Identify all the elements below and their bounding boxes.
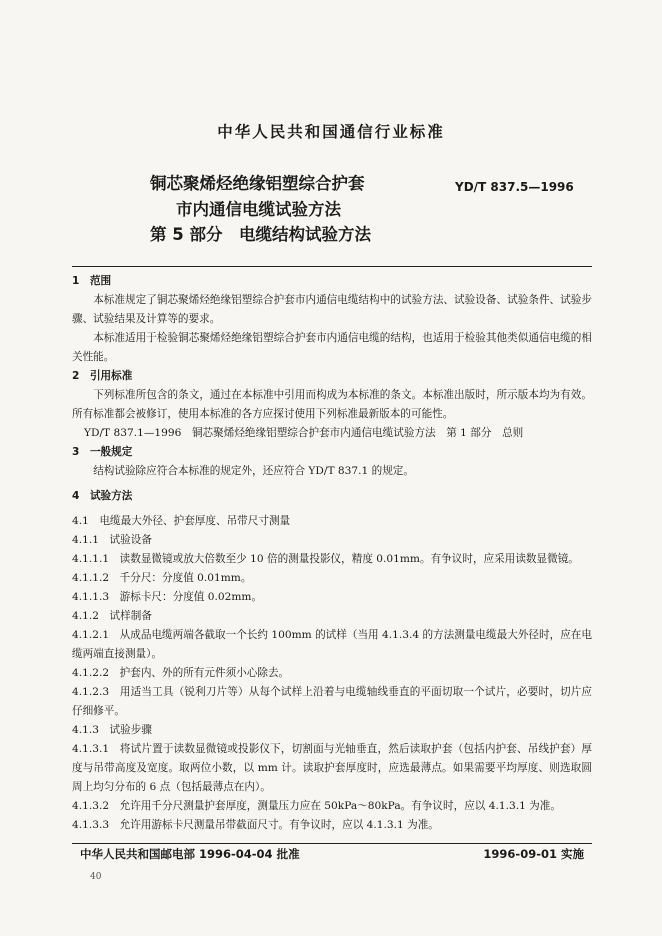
section-1-paragraph-2: 本标准适用于检验铜芯聚烯烃绝缘铝塑综合护套市内通信电缆的结构，也适用于检验其他类似通信电缆的相关性能。 [72, 332, 592, 363]
header-divider [72, 266, 592, 267]
section-2-heading: 2 引用标准 [72, 370, 133, 382]
clause-4-1: 4.1 电缆最大外径、护套厚度、吊带尺寸测量 [72, 515, 291, 527]
clause-4-1-1-3: 4.1.1.3 游标卡尺：分度值 0.02mm。 [72, 591, 263, 603]
section-3-heading: 3 一般规定 [72, 446, 133, 458]
section-4-heading: 4 试验方法 [72, 490, 133, 502]
section-2-reference: YD/T 837.1—1996 铜芯聚烯烃绝缘铝塑综合护套市内通信电缆试验方法 第 1 部分 总则 [84, 427, 524, 439]
effective-date: 1996-09-01 实施 [483, 847, 584, 861]
standard-type-header: 中华人民共和国通信行业标准 [217, 123, 445, 141]
clause-4-1-1-2: 4.1.1.2 千分尺：分度值 0.01mm。 [72, 572, 252, 584]
section-1-heading: 1 范围 [72, 275, 112, 287]
clause-4-1-2-1: 4.1.2.1 从成品电缆两端各截取一个长约 100mm 的试样（当用 4.1.3.4 的方法测量电缆最大外径时，应在电缆两端直接测量）。 [72, 629, 592, 660]
clause-4-1-3-2: 4.1.3.2 允许用千分尺测量护套厚度，测量压力应在 50kPa～80kPa。有争议时，应以 4.1.3.1 为准。 [72, 800, 561, 812]
clause-4-1-3: 4.1.3 试验步骤 [72, 724, 152, 736]
clause-4-1-2: 4.1.2 试样制备 [72, 610, 152, 622]
clause-4-1-1-1: 4.1.1.1 读数显微镜或放大倍数至少 10 倍的测量投影仪，精度 0.01mm。有争议时，应采用读数显微镜。 [72, 553, 579, 565]
document-body [72, 272, 592, 835]
title-line-2: 市内通信电缆试验方法 [176, 200, 341, 219]
footer-divider [72, 843, 592, 844]
clause-4-1-2-3: 4.1.2.3 用适当工具（锐利刀片等）从每个试样上沿着与电缆轴线垂直的平面切取一个试片，必要时，切片应仔细修平。 [72, 686, 592, 717]
section-3-paragraph: 结构试验除应符合本标准的规定外，还应符合 YD/T 837.1 的规定。 [93, 465, 414, 477]
section-2-paragraph: 下列标准所包含的条文，通过在本标准中引用而构成为本标准的条文。本标准出版时，所示版本均为有效。所有标准都会被修订，使用本标准的各方应探讨使用下列标准最新版本的可能性。 [72, 389, 592, 420]
approval-statement: 中华人民共和国邮电部 1996-04-04 批准 [80, 847, 300, 861]
clause-4-1-2-2: 4.1.2.2 护套内、外的所有元件须小心除去。 [72, 667, 290, 679]
page-number: 40 [90, 872, 102, 882]
standard-number: YD/T 837.5—1996 [455, 180, 574, 194]
clause-4-1-1: 4.1.1 试验设备 [72, 534, 152, 546]
title-line-3: 第 5 部分 电缆结构试验方法 [150, 225, 371, 244]
title-line-1: 铜芯聚烯烃绝缘铝塑综合护套 [150, 174, 365, 193]
clause-4-1-3-3: 4.1.3.3 允许用游标卡尺测量吊带截面尺寸。有争议时，应以 4.1.3.1 为准。 [72, 819, 439, 831]
clause-4-1-3-1: 4.1.3.1 将试片置于读数显微镜或投影仪下，切割面与光轴垂直，然后读取护套（包括内护套、吊线护套）厚度与吊带高度及宽度。取两位小数，以 mm 计。读取护套厚度时，应选最薄点。如果需要平均厚度、则选取圆周上均匀分布的 6 点（包括最薄点在内）。 [72, 743, 592, 793]
section-1-paragraph-1: 本标准规定了铜芯聚烯烃绝缘铝塑综合护套市内通信电缆结构中的试验方法、试验设备、试验条件、试验步骤、试验结果及计算等的要求。 [72, 294, 592, 325]
